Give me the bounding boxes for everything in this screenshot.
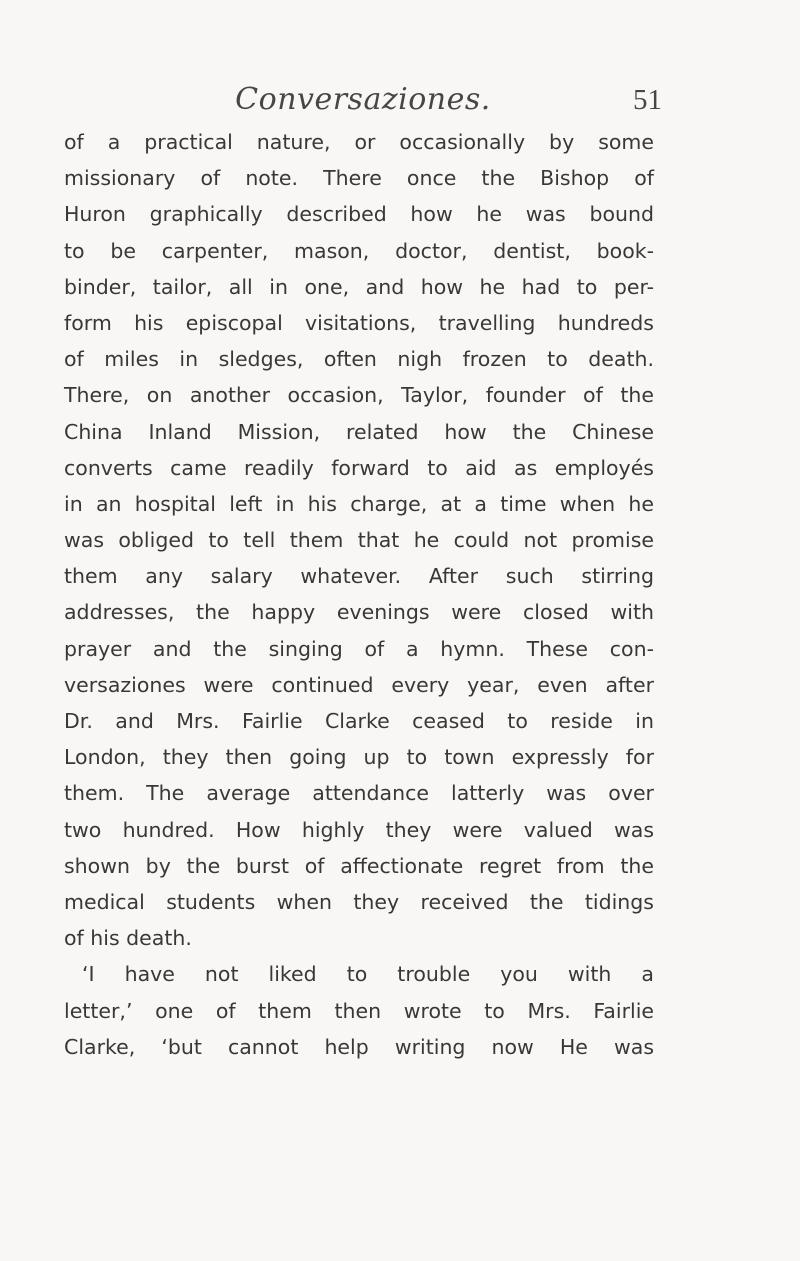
text-line: in an hospital left in his charge, at a time when he bbox=[64, 491, 654, 516]
text-line: converts came readily forward to aid as employés bbox=[64, 455, 654, 480]
text-line: was obliged to tell them that he could not promise bbox=[64, 528, 654, 553]
text-line: missionary of note. There once the Bishop of bbox=[64, 166, 654, 191]
text-line: shown by the burst of affectionate regret from the bbox=[64, 853, 654, 878]
text-line: Clarke, ‘but cannot help writing now He was bbox=[64, 1034, 654, 1059]
running-head-title: Conversaziones. bbox=[235, 82, 491, 117]
text-line: of miles in sledges, often nigh frozen to death. bbox=[64, 347, 654, 372]
text-line: Huron graphically described how he was bound bbox=[64, 202, 654, 227]
text-line: two hundred. How highly they were valued was bbox=[64, 817, 654, 842]
text-line: versaziones were continued every year, even after bbox=[64, 672, 654, 697]
text-line: addresses, the happy evenings were closed with bbox=[64, 600, 654, 625]
running-head bbox=[68, 82, 662, 122]
text-line: of a practical nature, or occasionally by some bbox=[64, 130, 654, 154]
text-line: medical students when they received the tidings bbox=[64, 889, 654, 914]
text-line: form his episcopal visitations, travelling hundreds bbox=[64, 310, 654, 335]
text-line: London, they then going up to town expressly for bbox=[64, 745, 654, 770]
text-line: Dr. and Mrs. Fairlie Clarke ceased to reside in bbox=[64, 709, 654, 733]
text-line-paragraph-end: of his death. bbox=[64, 926, 192, 951]
page-number: 51 bbox=[633, 84, 662, 116]
body-text bbox=[64, 124, 654, 1065]
text-line: letter,’ one of them then wrote to Mrs. Fairlie bbox=[64, 998, 654, 1023]
text-line: them any salary whatever. After such stirring bbox=[64, 564, 654, 589]
text-line: them. The average attendance latterly was over bbox=[64, 781, 654, 806]
text-line: binder, tailor, all in one, and how he had to per- bbox=[64, 274, 654, 299]
text-line: China Inland Mission, related how the Chinese bbox=[64, 419, 654, 444]
text-line: prayer and the singing of a hymn. These con- bbox=[64, 636, 654, 661]
text-line: to be carpenter, mason, doctor, dentist, book- bbox=[64, 238, 654, 263]
text-line: There, on another occasion, Taylor, founder of the bbox=[64, 383, 654, 408]
text-line-paragraph-start: ‘I have not liked to trouble you with a bbox=[82, 962, 654, 987]
